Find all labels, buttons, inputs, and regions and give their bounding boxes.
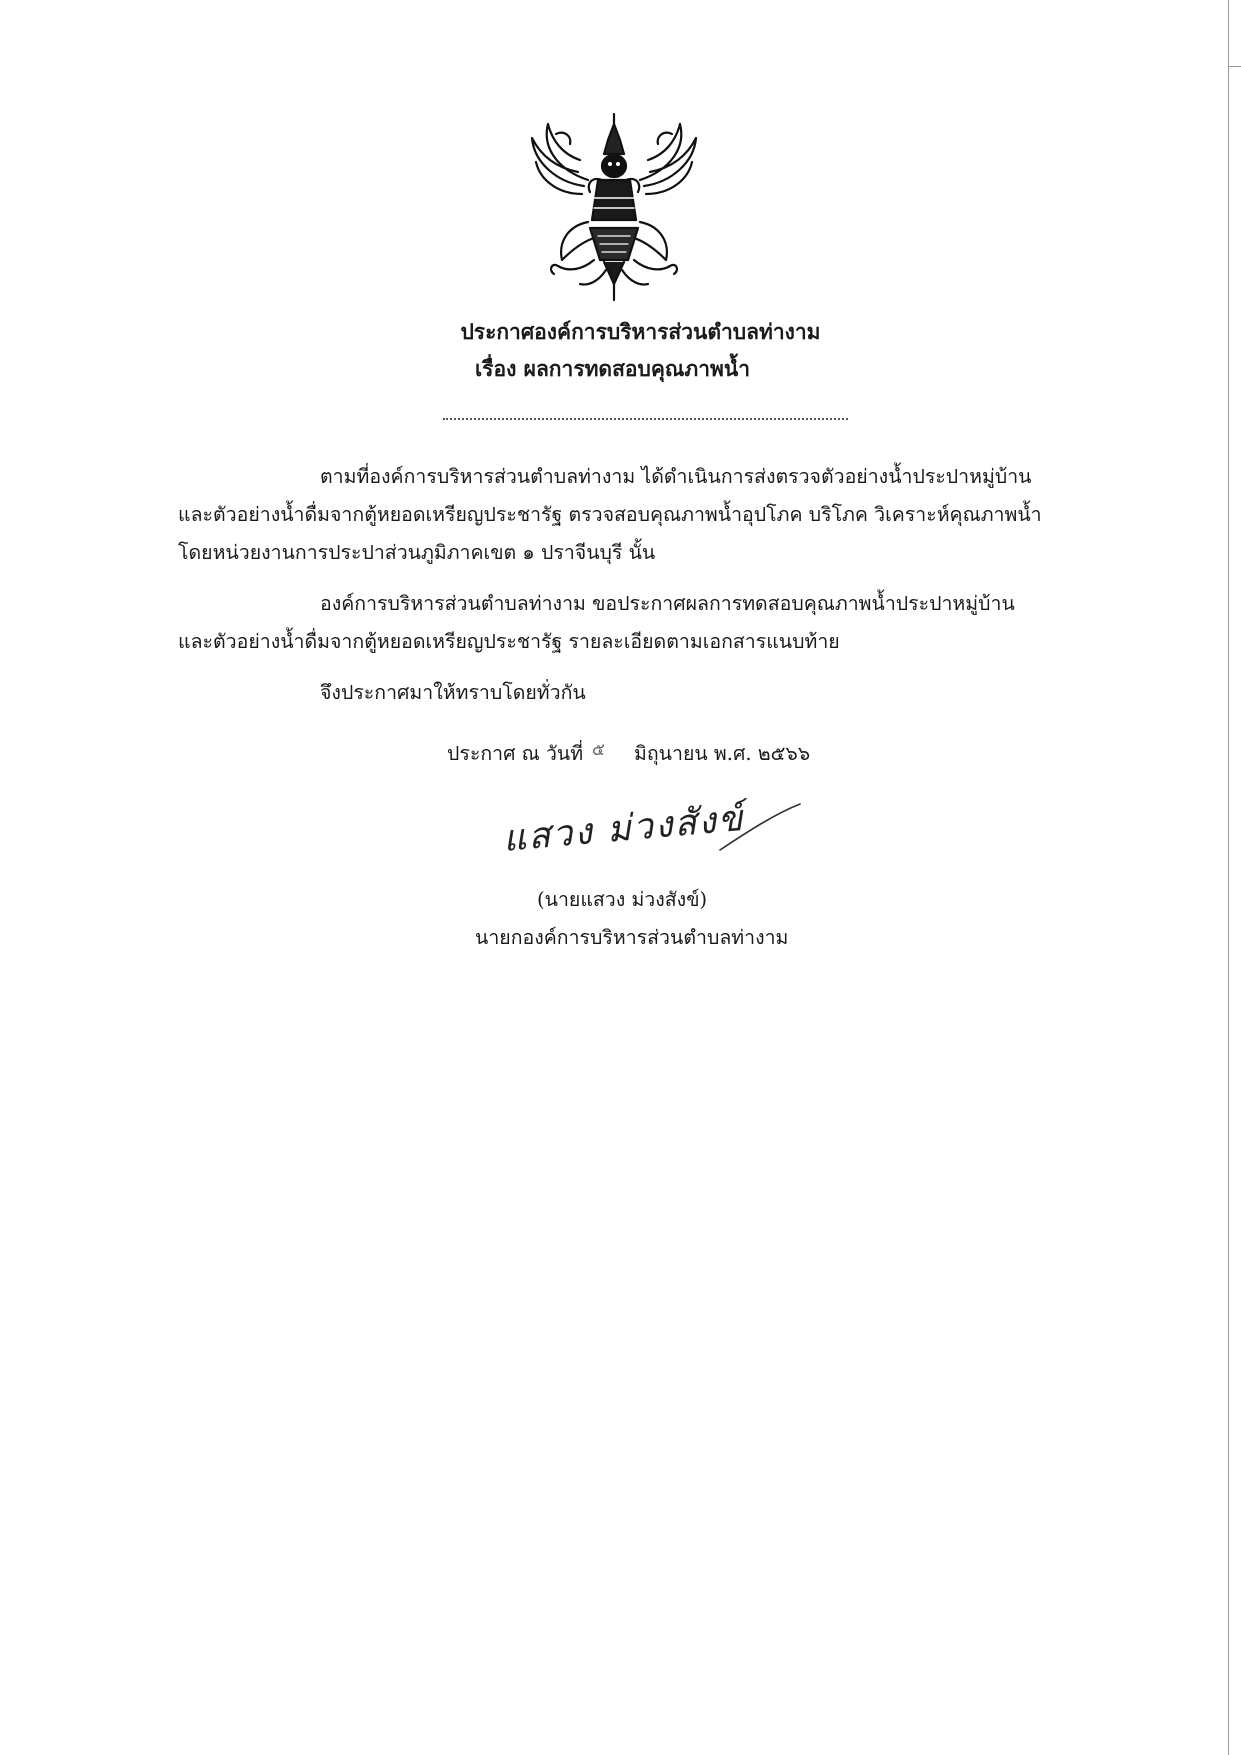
handwritten-signature: แสวง ม่วงสังข์	[501, 797, 747, 860]
scan-edge-tick	[1228, 66, 1241, 67]
paragraph-2-line-1: องค์การบริหารส่วนตำบลท่างาม ขอประกาศผลการทดสอบคุณภาพน้ำประปาหมู่บ้าน	[320, 592, 1015, 615]
paragraph-1-line-2: และตัวอย่างน้ำดื่มจากตู้หยอดเหรียญประชารัฐ ตรวจสอบคุณภาพน้ำอุปโภค บริโภค วิเคราะห์คุณภาพน้ำ	[178, 503, 1042, 526]
paragraph-1-line-1: ตามที่องค์การบริหารส่วนตำบลท่างาม ได้ดำเนินการส่งตรวจตัวอย่างน้ำประปาหมู่บ้าน	[320, 465, 1032, 488]
scan-edge-line	[1228, 0, 1229, 1755]
signer-name: (นายแสวง ม่วงสังข์)	[537, 888, 708, 911]
date-prefix: ประกาศ ณ วันที่	[447, 742, 584, 765]
signature-flourish	[600, 800, 810, 860]
announcement-subject: เรื่อง ผลการทดสอบคุณภาพน้ำ	[475, 356, 750, 381]
date-day-handwritten: ๕	[592, 740, 605, 760]
dotted-divider	[443, 418, 848, 420]
date-month-year: มิถุนายน พ.ศ. ๒๕๖๖	[634, 742, 811, 765]
signer-position: นายกองค์การบริหารส่วนตำบลท่างาม	[475, 926, 789, 949]
garuda-emblem-icon	[528, 110, 700, 304]
paragraph-1-line-3: โดยหน่วยงานการประปาส่วนภูมิภาคเขต ๑ ปราจีนบุรี นั้น	[178, 541, 656, 564]
paragraph-2-line-2: และตัวอย่างน้ำดื่มจากตู้หยอดเหรียญประชารัฐ รายละเอียดตามเอกสารแนบท้าย	[178, 630, 840, 653]
announcement-title: ประกาศองค์การบริหารส่วนตำบลท่างาม	[460, 319, 821, 344]
closing-statement: จึงประกาศมาให้ทราบโดยทั่วกัน	[320, 681, 586, 704]
